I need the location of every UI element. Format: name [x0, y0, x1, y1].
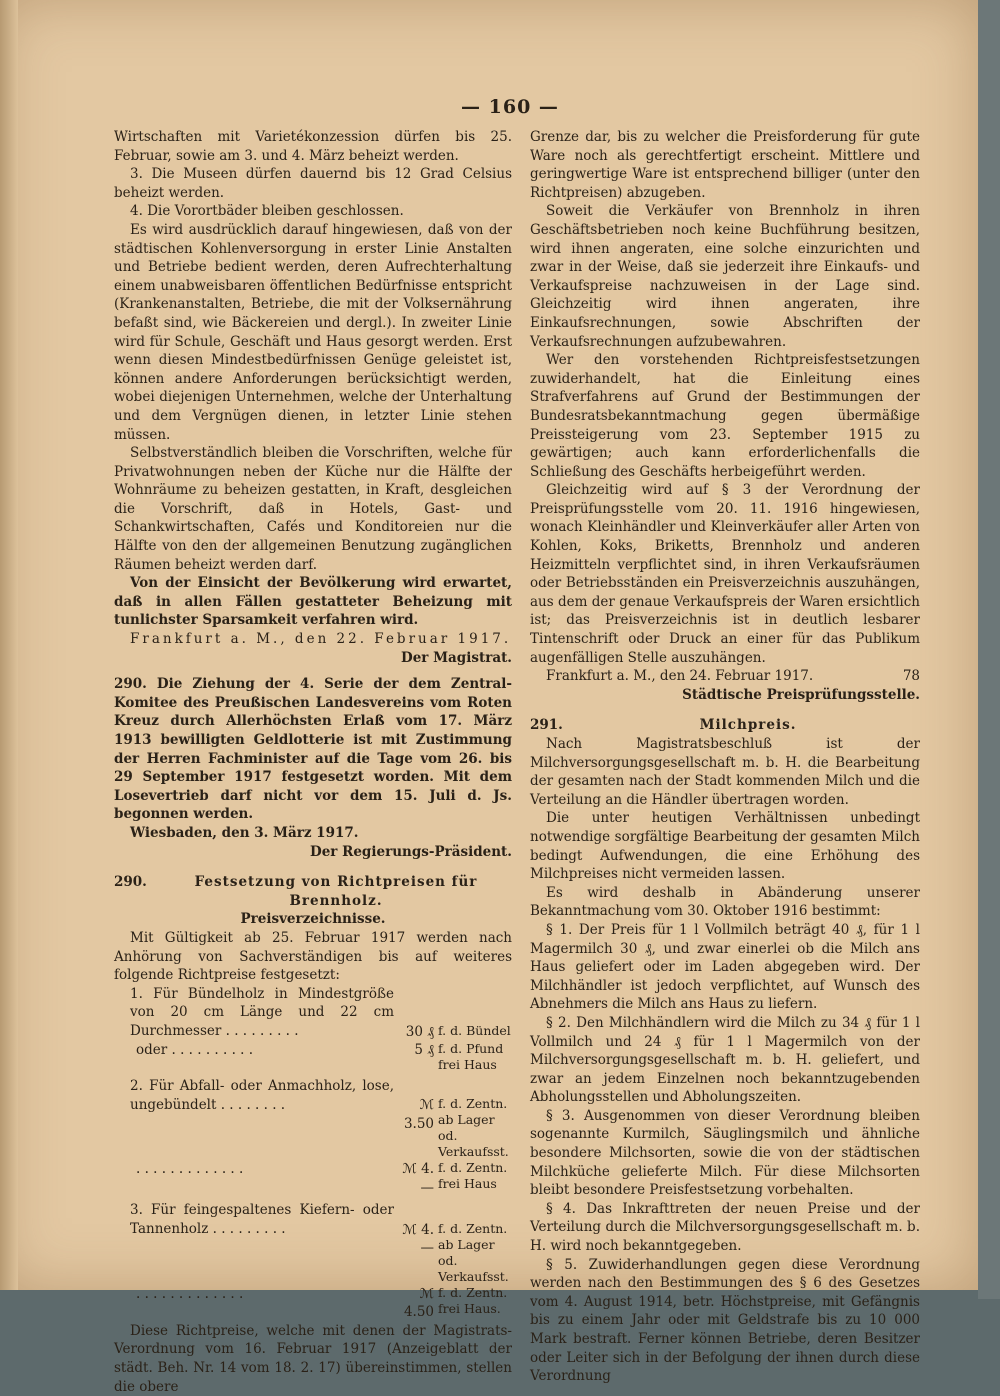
price-value: 30 ₰ [405, 1023, 434, 1040]
price-item-label: 3. Für feingespaltenes Kiefern- oder Tannenholz . . . . . . . . . [130, 1202, 394, 1238]
paragraph: Es wird ausdrücklich darauf hingewiesen, daß von der städtischen Kohlenversorgung in erster Linie Anstalten und Betriebe bedient werden, deren Aufrechterhaltung einem unabweisbaren öffentlichen Bedürfnisse entspricht (Krankenanstalten, Betriebe, die mit der Volksernährung befaßt sind, wie Bäckereien und dergl.). In zweiter Linie wird für Schule, Geschäft und Haus gesorgt werden. Erst wenn diesen Mindestbedürfnissen Genüge geleistet ist, können andere Anforderungen berücksichtigt werden, wobei diejenigen Unternehmen, welche der Unterhaltung und dem Vergnügen dienen, in letzter Linie stehen müssen. [114, 221, 512, 443]
price-value: ℳ 4.50 [403, 1285, 434, 1321]
paragraph: § 4. Das Inkrafttreten der neuen Preise und der Verteilung durch die Milchversorgungsgesellschaft m. b. H. wird noch bekanntgegeben. [530, 1200, 920, 1255]
price-unit: f. d. Zentn. frei Haus [438, 1160, 508, 1192]
price-value: ℳ 3.50 [403, 1097, 434, 1132]
price-item-label: . . . . . . . . . . . . . [136, 1285, 244, 1302]
paragraph: Mit Gültigkeit ab 25. Februar 1917 werden nach Anhörung von Sachverständigen bis auf weiteres folgende Richtpreise festgesetzt: [114, 929, 512, 984]
price-item-label: 1. Für Bündelholz in Mindestgröße von 20 cm Länge und 22 cm Durchmesser . . . . . . . . . [130, 985, 394, 1039]
paragraph: Die unter heutigen Verhältnissen unbedingt notwendige sorgfältige Bearbeitung der gesamten Milch bedingt Aufwendungen, die eine Erhöhung des Milchpreises nicht vermeiden lassen. [530, 810, 920, 883]
price-item-label: oder . . . . . . . . . . [136, 1042, 254, 1059]
price-unit: f. d. Bündel [438, 1022, 511, 1038]
paragraph: § 2. Den Milchhändlern wird die Milch zu 34 ₰ für 1 l Vollmilch und 24 ₰ für 1 l Magermilch von der Milchversorgungsgesellschaft m. b. H. geliefert, und zwar an jedem Einzelnen noch bekanntzugebenden Abholungsstellen und Abholungszeiten. [530, 1014, 920, 1106]
section-number: 290. [114, 874, 147, 891]
paragraph: Wer den vorstehenden Richtpreisfestsetzungen zuwiderhandelt, hat die Einleitung eines Strafverfahrens auf Grund der Bestimmungen der Bundesratsbekanntmachung gegen übermäßige Preissteigerung vom 23. September 1915 zu gewärtigen; auch kann erforderlichenfalls die Schließung des Geschäfts herbeigeführt werden. [530, 352, 920, 480]
paragraph: Nach Magistratsbeschluß ist der Milchversorgungsgesellschaft m. b. H. die Bearbeitung der gesamten nach der Stadt kommenden Milch und die Verteilung an die Händler übertragen worden. [530, 736, 920, 808]
signature: Der Regierungs-Präsident. [310, 843, 512, 860]
section-subtitle: Preisverzeichnisse. [240, 911, 386, 928]
page-number: — 160 — [461, 96, 559, 118]
price-item-1 [114, 985, 512, 1073]
page-edge-background [978, 0, 1000, 1299]
paragraph: Wirtschaften mit Varietékonzession dürfen bis 25. Februar, sowie am 3. und 4. März beheizt werden. [114, 129, 512, 164]
place-date-row [530, 667, 920, 686]
place-date: Frankfurt a. M., den 24. Februar 1917. [546, 668, 814, 685]
price-item-label: 2. Für Abfall- oder Anmachholz, lose, ungebündelt . . . . . . . . [130, 1078, 394, 1113]
paragraph: 3. Die Museen dürfen dauernd bis 12 Grad Celsius beheizt werden. [114, 166, 512, 201]
place-date: Wiesbaden, den 3. März 1917. [130, 824, 359, 841]
paragraph: § 5. Zuwiderhandlungen gegen diese Verordnung werden nach den Bestimmungen des § 6 des Gesetzes vom 4. August 1914, betr. Höchstpreise, mit Gefängnis bis zu einem Jahr oder mit Geldstrafe bis zu 10 000 Mark bestraft. Ferner können Betriebe, deren Besitzer oder Leiter sich in der Befolgung der ihnen durch diese Verordnung [530, 1256, 920, 1385]
price-unit: f. d. Pfund frei Haus [438, 1041, 504, 1073]
price-item-label: . . . . . . . . . . . . . [136, 1161, 244, 1178]
paragraph: Grenze dar, bis zu welcher die Preisforderung für gute Ware noch als gerechtfertigt erscheint. Mittlere und geringwertige Ware ist entsprechend billiger (unter den Richtpreisen) abzugeben. [530, 129, 920, 201]
notice-number: 78 [902, 668, 920, 685]
paragraph: Diese Richtpreise, welche mit denen der Magistrats-Verordnung vom 16. Februar 1917 (Anzeigeblatt der städt. Beh. Nr. 14 vom 18. 2. 17) übereinstimmen, stellen die obere [114, 1322, 512, 1395]
signature: Städtische Preisprüfungsstelle. [682, 686, 920, 703]
signature: Der Magistrat. [401, 649, 512, 666]
section-number: 291. [530, 717, 563, 734]
price-unit: f. d. Zentn. ab Lager od. Verkaufsst. [438, 1220, 509, 1284]
paragraph: Soweit die Verkäufer von Brennholz in ihren Geschäftsbetrieben noch keine Buchführung besitzen, wird ihnen angeraten, eine solche einzurichten und zwar in der Weise, daß sie jederzeit ihre Einkaufs- und Verkaufspreise nachzuweisen in der Lage sind. Gleichzeitig wird ihnen angeraten, ihre Einkaufsrechnungen, sowie Abschriften der Verkaufsrechnungen aufzubewahren. [530, 203, 920, 350]
section-290-lottery: 290. Die Ziehung der 4. Serie der dem Zentral-Komitee des Preußischen Landesvereins vom Roten Kreuz durch Allerhöchsten Erlaß vom 17. März 1913 bewilligten Geldlotterie ist mit Zustimmung der Herren Fachminister auf die Tage vom 26. bis 29 September 1917 festgesetzt worden. Mit dem Losevertrieb darf nicht vor dem 15. Juli d. Js. begonnen werden. [114, 676, 512, 823]
paragraph: Es wird deshalb in Abänderung unserer Bekanntmachung vom 30. Oktober 1916 bestimmt: [530, 884, 920, 920]
section-title: Milchpreis. [699, 717, 797, 734]
paragraph: § 3. Ausgenommen von dieser Verordnung bleiben sogenannte Kurmilch, Säuglingsmilch und ähnliche besondere Milchsorten, sowie die von der städtischen Milchküche gelieferte Milch. Für diese Milchsorten bleibt besondere Preisfestsetzung vorbehalten. [530, 1107, 920, 1199]
price-unit: f. d. Zentn. ab Lager od. Verkaufsst. [438, 1096, 509, 1160]
price-value: ℳ 4.— [402, 1221, 434, 1257]
price-value: 5 ₰ [414, 1042, 434, 1059]
price-unit: f. d. Zentn. frei Haus. [438, 1284, 508, 1316]
paragraph: Selbstverständlich bleiben die Vorschriften, welche für Privatwohnungen neben der Küche nur die Hälfte der Wohnräume zu beheizen gestatten, in Kraft, desgleichen die Vorschrift, daß in Hotels, Gast- und Schankwirtschaften, Cafés und Konditoreien nur die Hälfte von den der allgemeinen Benutzung zugänglichen Räumen beheizt werden darf. [114, 445, 512, 573]
section-title: Festsetzung von Richtpreisen für Brennholz. [194, 874, 478, 909]
price-value: ℳ 4.— [402, 1161, 434, 1196]
section-heading [530, 716, 920, 735]
price-item-3 [114, 1201, 512, 1321]
section-heading [114, 873, 512, 910]
paragraph: 4. Die Vorortbäder bleiben geschlossen. [130, 203, 404, 220]
price-item-2 [114, 1077, 512, 1197]
paragraph-bold: Von der Einsicht der Bevölkerung wird erwartet, daß in allen Fällen gestatteter Beheizung mit tunlichster Sparsamkeit verfahren wird. [114, 575, 512, 629]
paragraph: Gleichzeitig wird auf § 3 der Verordnung der Preisprüfungsstelle vom 20. 11. 1916 hingewiesen, wonach Kleinhändler und Kleinverkäufer aller Arten von Kohlen, Koks, Briketts, Brennholz und anderen Heizmitteln verpflichtet sind, in ihren Verkaufsräumen oder Betriebsständen ein Preisverzeichnis auszuhängen, aus dem der genaue Verkaufspreis der Waren ersichtlich ist; das Preisverzeichnis ist in deutlich lesbarer Tintenschrift oder Druck an einer für das Publikum augenfälligen Stelle auszuhängen. [530, 482, 920, 666]
left-column [114, 128, 512, 1396]
place-date: Frankfurt a. M., den 22. Februar 1917. [130, 631, 512, 648]
paragraph: § 1. Der Preis für 1 l Vollmilch beträgt 40 ₰, für 1 l Magermilch 30 ₰, und zwar einerlei ob die Milch ans Haus geliefert oder im Laden abgegeben wird. Der Milchhändler ist jedoch verpflichtet, auf Wunsch des Abnehmers die Milch ans Haus zu liefern. [530, 921, 920, 1013]
right-column [530, 128, 920, 1386]
binding-spine [0, 0, 18, 1290]
